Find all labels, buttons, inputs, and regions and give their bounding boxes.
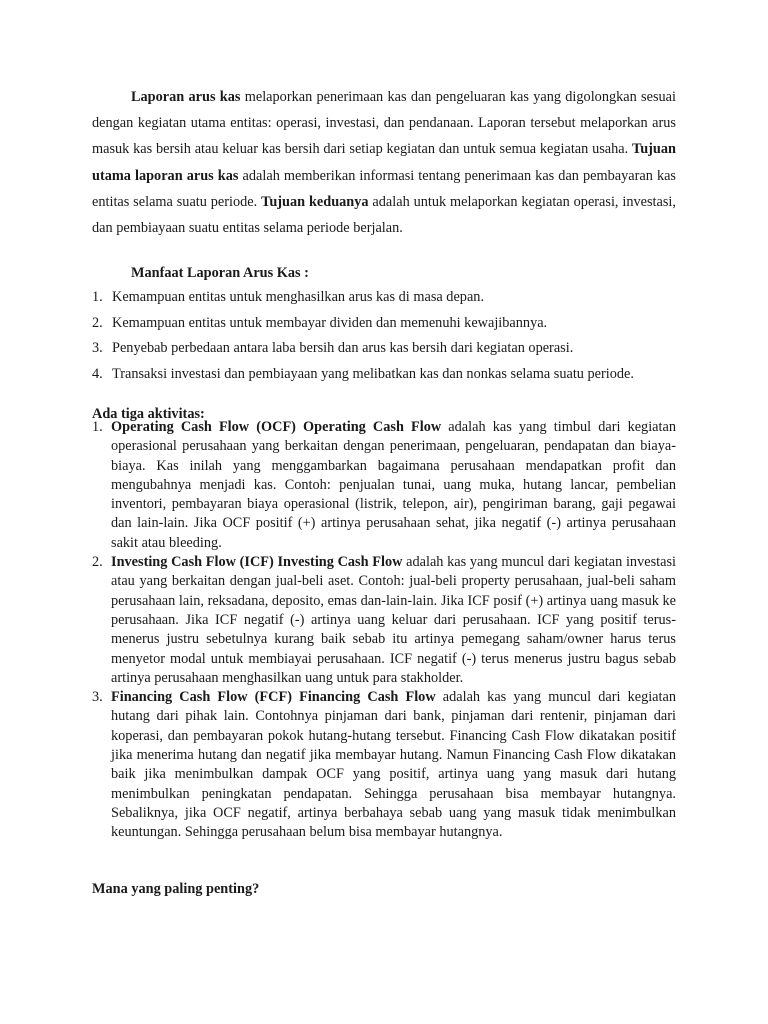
manfaat-heading: Manfaat Laporan Arus Kas : <box>131 265 309 281</box>
manfaat-item-text: Kemampuan entitas untuk membayar dividen dan memenuhi kewajibannya. <box>112 314 548 331</box>
list-number: 4. <box>92 365 103 382</box>
closing-question: Mana yang paling penting? <box>92 881 260 897</box>
list-number: 3. <box>92 340 103 356</box>
aktivitas-heading: Ada tiga aktivitas: <box>92 406 205 422</box>
intro-paragraph <box>92 84 676 241</box>
intro-text-3: adalah untuk melaporkan kegiatan operasi, investasi, dan pembiayaan suatu entitas selama periode berjalan. <box>92 193 676 237</box>
list-number: 3. <box>92 689 103 706</box>
intro-main-purpose: Tujuan utama laporan arus kas <box>92 141 676 184</box>
manfaat-item <box>92 285 682 311</box>
intro-text-2: adalah memberikan informasi tentang penerimaan kas dan pembayaran kas entitas selama suatu periode. <box>92 167 677 210</box>
aktivitas-list <box>92 418 676 843</box>
aktivitas-term: Financing Cash Flow (FCF) Financing Cash Flow <box>111 689 436 706</box>
list-number: 1. <box>92 419 103 435</box>
manfaat-item-text: Kemampuan entitas untuk menghasilkan arus kas di masa depan. <box>112 289 485 305</box>
aktivitas-description: adalah kas yang muncul dari kegiatan hutang dari pihak lain. Contohnya pinjaman dari bank, pinjaman dari rentenir, pinjaman dari koperasi, dan pembayaran pokok hutang-hutang tersebut. Financing Cash Flow dikatakan positif jika menerima hutang dan negatif jika membayar hutang. Namun Financing Cash Flow dikatakan baik jika menimbulkan dampak OCF yang positif, artinya uang yang masuk dari hutang menimbulkan peningkatan pendapatan. Sehingga perusahaan bisa membayar hutangnya. Sebaliknya, jika OCF negatif, artinya berbahaya sebab uang yang masuk tidak menimbulkan keuntungan. Sehingga perusahaan belum bisa membayar hutangnya. <box>111 689 676 841</box>
intro-lead-term: Laporan arus kas <box>131 89 241 105</box>
aktivitas-item-icf <box>92 553 676 688</box>
list-number: 1. <box>92 289 103 305</box>
manfaat-list <box>92 285 682 387</box>
aktivitas-description: adalah kas yang timbul dari kegiatan operasional perusahaan yang berkaitan dengan penerimaan, pengeluaran, pendapatan dan biaya-biaya. Kas inilah yang menggambarkan bagaimana perusahaan mendapatkan profit dan mengubahnya menjadi kas. Contoh: penjualan tunai, uang muka, hutang lancar, pembelian inventori, pembayaran biaya operasional (listrik, telepon, air), pengiriman barang, gaji pegawai dan lain-lain. Jika OCF positif (+) artinya perusahaan sehat, jika negatif (-) artinya perusahaan sakit atau bleeding. <box>111 419 676 551</box>
manfaat-item <box>92 362 682 388</box>
aktivitas-term: Investing Cash Flow (ICF) Investing Cash Flow <box>111 554 403 571</box>
intro-text-1: melaporkan penerimaan kas dan pengeluaran kas yang digolongkan sesuai dengan kegiatan utama entitas: operasi, investasi, dan pendanaan. Laporan tersebut melaporkan arus masuk kas bersih atau keluar kas bersih dari setiap kegiatan dan untuk semua kegiatan usaha. <box>92 89 676 158</box>
manfaat-item-text: Penyebab perbedaan antara laba bersih dan arus kas bersih dari kegiatan operasi. <box>112 340 574 356</box>
intro-second-purpose: Tujuan keduanya <box>261 193 369 210</box>
manfaat-item-text: Transaksi investasi dan pembiayaan yang melibatkan kas dan nonkas selama suatu periode. <box>112 365 634 382</box>
aktivitas-item-fcf <box>92 688 676 842</box>
list-number: 2. <box>92 554 103 571</box>
aktivitas-description: adalah kas yang muncul dari kegiatan investasi atau yang berkaitan dengan jual-beli aset. Contoh: jual-beli property perusahaan, jual-beli saham perusahaan lain, reksadana, deposito, emas dan-lain-lain. Jika ICF posif (+) artinya uang masuk ke perusahaan. Jika ICF negatif (-) artinya uang keluar dari perusahaan. ICF yang positif terus-menerus justru sebetulnya kurang baik sebab itu artinya pemegang saham/owner harus terus menyetor modal untuk membiayai perusahaan. ICF negatif (-) terus menerus justru bagus sebab artinya perusahaan menghasilkan uang untuk para stakholder. <box>111 554 676 686</box>
aktivitas-item-ocf <box>92 418 676 553</box>
aktivitas-term: Operating Cash Flow (OCF) Operating Cash Flow <box>111 419 442 435</box>
manfaat-item <box>92 336 682 362</box>
manfaat-item <box>92 311 682 337</box>
list-number: 2. <box>92 314 103 331</box>
